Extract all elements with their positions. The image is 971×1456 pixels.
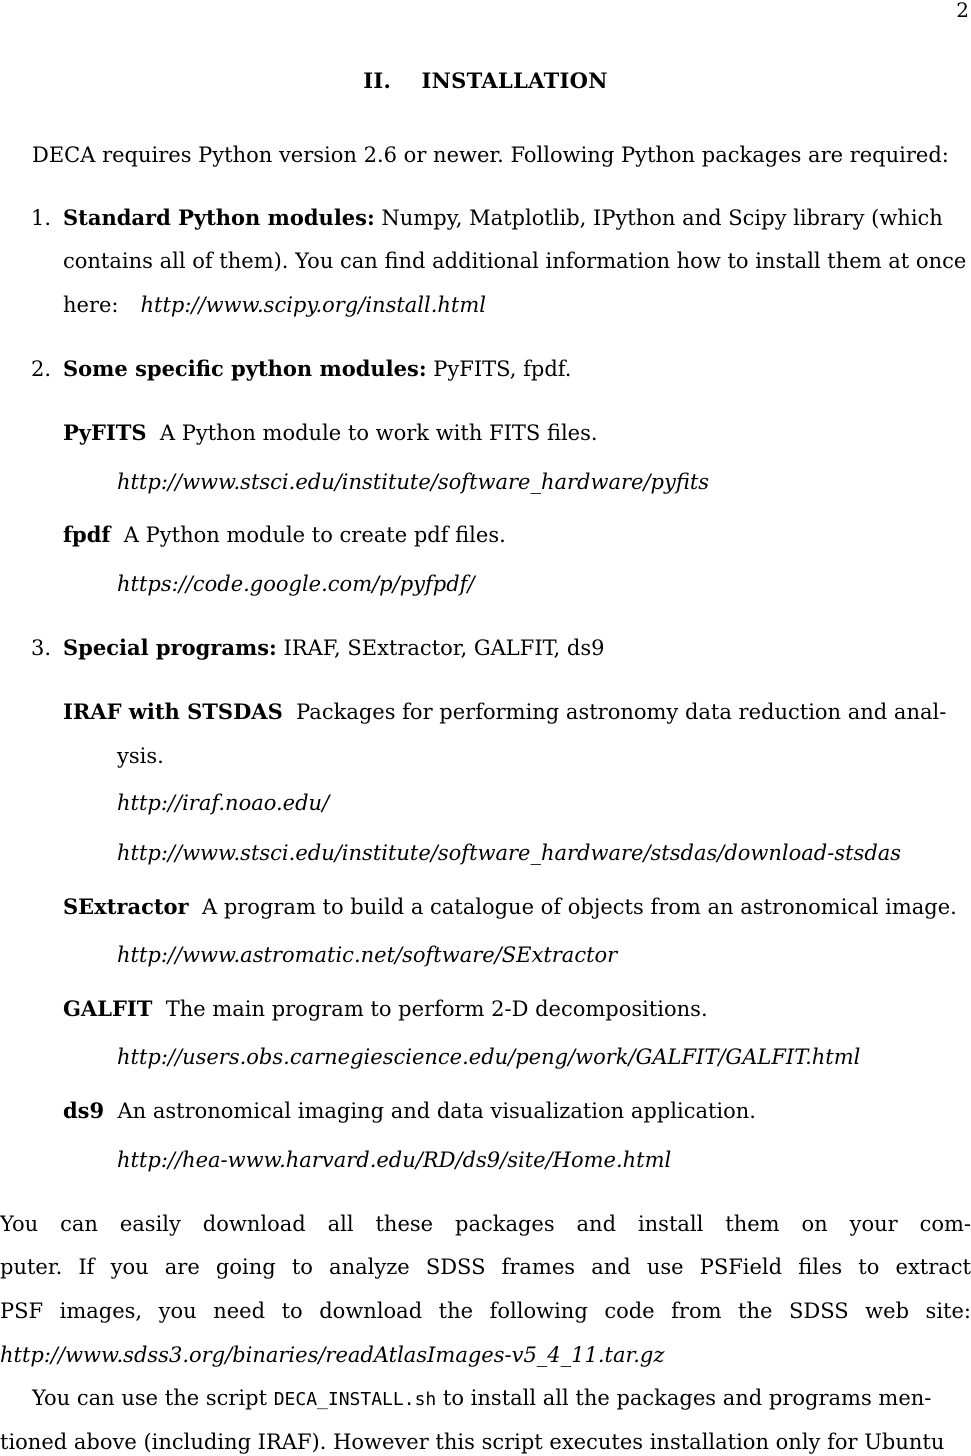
entry-ds9-desc: An astronomical imaging and data visualization application. (117, 1099, 756, 1123)
entry-iraf (63, 698, 946, 726)
ds9-link[interactable]: http://hea-www.harvard.edu/RD/ds9/site/Home.html (117, 1148, 672, 1172)
entry-galfit-desc: The main program to perform 2-D decompositions. (165, 997, 708, 1021)
scipy-install-link[interactable]: http://www.scipy.org/install.html (140, 293, 487, 317)
list-item-number-3: 3. (31, 636, 52, 660)
entry-fpdf (63, 521, 506, 549)
iraf-link[interactable]: http://iraf.noao.edu/ (117, 791, 330, 815)
entry-iraf-term: IRAF with STSDAS (63, 699, 283, 724)
list-item-1-text: Numpy, Matplotlib, IPython and Scipy library (which (374, 206, 943, 230)
entry-sextractor-term: SExtractor (63, 894, 189, 919)
list-item-2-line (63, 355, 571, 383)
section-heading: II. INSTALLATION (363, 68, 608, 93)
entry-ds9 (63, 1097, 756, 1125)
list-item-3-text: IRAF, SExtractor, GALFIT, ds9 (276, 636, 605, 660)
paragraph-2-prefix: You can use the script (32, 1386, 274, 1410)
list-item-3-title: Special programs: (63, 635, 277, 660)
paragraph-1-line-1: You can easily download all these packages and install them on your com- (0, 1212, 971, 1236)
entry-fpdf-term: fpdf (63, 522, 111, 547)
paragraph-1-line-3: PSF images, you need to download the following code from the SDSS web site: (0, 1299, 971, 1323)
entry-pyfits (63, 419, 598, 447)
sextractor-link[interactable]: http://www.astromatic.net/software/SExtractor (117, 943, 618, 967)
entry-galfit-term: GALFIT (63, 996, 153, 1021)
entry-iraf-desc: Packages for performing astronomy data reduction and anal- (296, 700, 947, 724)
list-item-1-line-2: contains all of them). You can find additional information how to install them at once (63, 249, 967, 273)
install-script-name: DECA_INSTALL.sh (273, 1389, 437, 1410)
list-item-1-line-1 (63, 204, 943, 232)
stsdas-link[interactable]: http://www.stsci.edu/institute/software_hardware/stsdas/download-stsdas (117, 841, 902, 865)
list-item-2-text: PyFITS, fpdf. (426, 357, 572, 381)
paragraph-2-line-2: tioned above (including IRAF). However this script executes installation only for Ubuntu (0, 1430, 945, 1454)
entry-galfit (63, 995, 708, 1023)
page-number: 2 (956, 0, 969, 22)
entry-sextractor (63, 893, 957, 921)
paragraph-2-line-1 (32, 1384, 931, 1414)
list-item-2-title: Some specific python modules: (63, 356, 427, 381)
galfit-link[interactable]: http://users.obs.carnegiescience.edu/peng/work/GALFIT/GALFIT.html (117, 1045, 861, 1069)
list-item-1-title: Standard Python modules: (63, 205, 375, 230)
list-item-number-2: 2. (31, 357, 52, 381)
entry-pyfits-desc: A Python module to work with FITS files. (159, 421, 598, 445)
list-item-1-here: here: (63, 293, 119, 317)
entry-ds9-term: ds9 (63, 1098, 105, 1123)
entry-sextractor-desc: A program to build a catalogue of objects from an astronomical image. (201, 895, 957, 919)
list-item-number-1: 1. (31, 206, 52, 230)
entry-fpdf-desc: A Python module to create pdf files. (123, 523, 506, 547)
list-item-1-line-3 (63, 291, 486, 319)
sdss-readatlas-link[interactable]: http://www.sdss3.org/binaries/readAtlasImages-v5_4_11.tar.gz (0, 1343, 665, 1367)
intro-paragraph: DECA requires Python version 2.6 or newer. Following Python packages are required: (32, 143, 949, 167)
pyfits-link[interactable]: http://www.stsci.edu/institute/software_hardware/pyfits (117, 470, 710, 494)
entry-iraf-desc-cont: ysis. (117, 744, 164, 768)
paragraph-1-line-2: puter. If you are going to analyze SDSS frames and use PSField files to extract (0, 1255, 971, 1279)
fpdf-link[interactable]: https://code.google.com/p/pyfpdf/ (117, 572, 475, 596)
paragraph-2-suffix: to install all the packages and programs men- (436, 1386, 932, 1410)
list-item-3-line (63, 634, 604, 662)
entry-pyfits-term: PyFITS (63, 420, 147, 445)
